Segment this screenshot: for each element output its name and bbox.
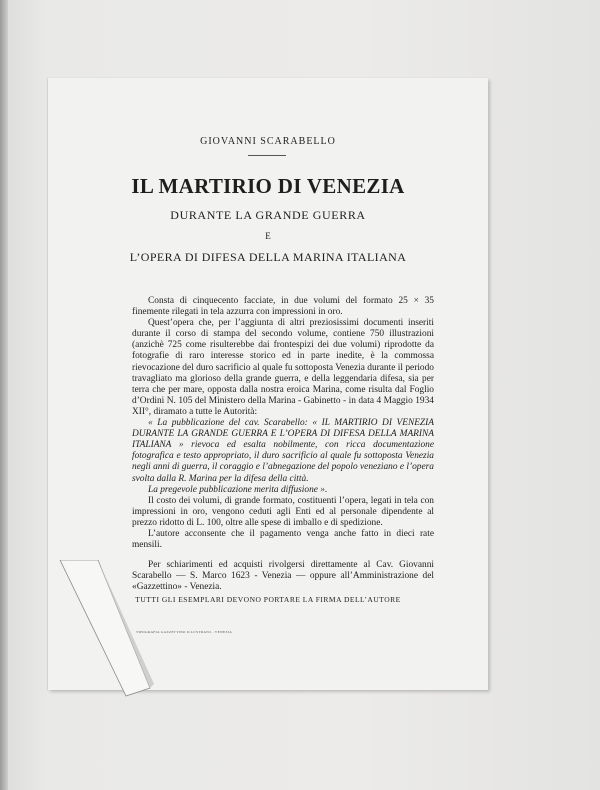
body-text (132, 296, 434, 593)
printer-imprint: TIPOGRAFIA GAZZETTINO ILLUSTRATO - VENEZIA (136, 630, 233, 634)
title-conjunction: E (265, 231, 271, 241)
paragraph-contact: Per schiarimenti ed acquisti rivolgersi direttamente al Cav. Giovanni Scarabello — S. Marco 1623 - Venezia — oppure all’Amministrazione del «Gazzettino» - Venezia. (132, 560, 434, 593)
paragraph-price: Il costo dei volumi, di grande formato, costituenti l’opera, legati in tela con impressioni in oro, vengono ceduti agli Enti ed al personale dipendente al prezzo ridotto di L. 100, oltre alle spese di imballo e di spedizione. (132, 495, 434, 528)
paragraph-description: Quest’opera che, per l’aggiunta di altri preziosissimi documenti inseriti durante il corso di stampa del secondo volume, contiene 750 illustrazioni (anzichè 725 come risulterebbe dai frontespizi dei due volumi) riprodotte da fotografie di raro interesse storico ed in parte inedite, è la commossa rievocazione del duro sacrificio al quale fu sottoposta Venezia durante il periodo travagliato ma glorioso della grande guerra, e della leggendaria difesa, sia per terra che per mare, opposta dalla nostra eroica Marina, come risulta dal Foglio d’Ordini N. 105 del Ministero della Marina - Gabinetto - in data 4 Maggio 1934 XII°, diramato a tutte le Autorità: (132, 318, 434, 417)
folded-corner (58, 560, 158, 700)
document-title: IL MARTIRIO DI VENEZIA (131, 174, 405, 198)
document-subtitle-2: L’OPERA DI DIFESA DELLA MARINA ITALIANA (129, 250, 407, 264)
paragraph-format: Consta di cinquecento facciate, in due volumi del formato 25 × 35 finemente rilegati in tela azzurra con impressioni in oro. (132, 296, 434, 318)
book-binding-edge (0, 0, 8, 790)
paragraph-quote: « La pubblicazione del cav. Scarabello: « IL MARTIRIO DI VENEZIA DURANTE LA GRANDE GUERRA E L’OPERA DI DIFESA DELLA MARINA ITALIANA » rievoca ed esalta nobilmente, con ricca documentazione fotografica e testo appropriato, il duro sacrificio al quale fu sottoposta Venezia negli anni di guerra, il coraggio e l’abnegazione del popolo veneziano e l’opera svolta dalla R. Marina per la difesa della città. (132, 418, 434, 484)
signature-notice: TUTTI GLI ESEMPLARI DEVONO PORTARE LA FIRMA DELL’AUTORE (135, 595, 401, 604)
paragraph-installments: L’autore acconsente che il pagamento venga anche fatto in dieci rate mensili. (132, 528, 434, 551)
author-name: GIOVANNI SCARABELLO (200, 136, 336, 147)
paragraph-quote-end: La pregevole pubblicazione merita diffusione ». (148, 484, 328, 495)
folded-corner-flap (60, 560, 150, 696)
divider-rule (248, 155, 286, 156)
document-subtitle: DURANTE LA GRANDE GUERRA (170, 208, 366, 222)
